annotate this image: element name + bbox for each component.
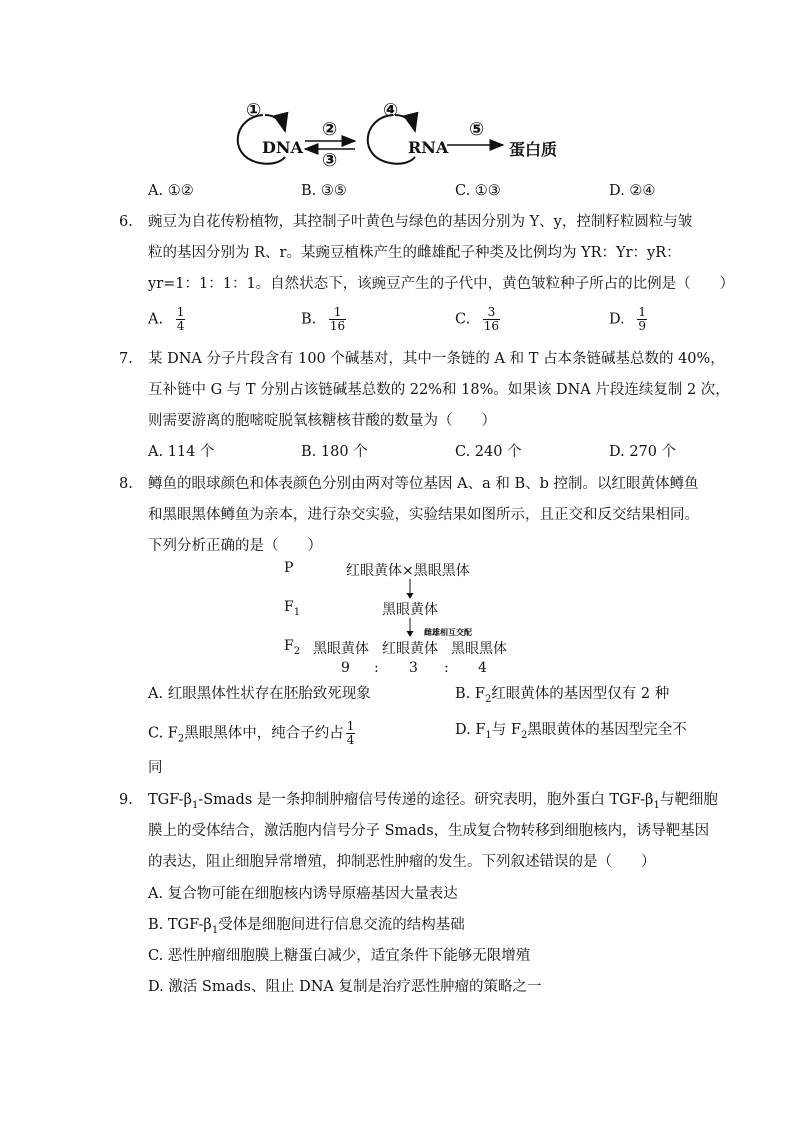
cross-colon-1: : xyxy=(374,660,379,676)
cross-ratio-c: 4 xyxy=(478,660,487,676)
q5-option-b[interactable]: B. ③⑤ xyxy=(301,183,347,199)
q5-option-c[interactable]: C. ①③ xyxy=(455,183,501,199)
cross-f1-label: $F_1$ xyxy=(284,599,301,618)
cross-f2-phenotype-c: 黑眼黑体 xyxy=(451,641,507,657)
step-2-label: ② xyxy=(322,119,338,140)
q7-option-d[interactable]: D. 270 个 xyxy=(609,444,677,460)
step-5-label: ⑤ xyxy=(469,119,485,140)
q6-option-a-fraction: $\frac{1}{4}$ xyxy=(176,305,185,333)
q6-option-d[interactable]: D. $\frac{1}{9}$ xyxy=(609,305,646,333)
q9-option-d[interactable]: D. 激活 Smads、阻止 DNA 复制是治疗恶性肿瘤的策略之一 xyxy=(148,979,542,995)
q7-line-1: 某 DNA 分子片段含有 100 个碱基对，其中一条链的 A 和 T 占本条链碱基总数的 40%， xyxy=(148,351,725,367)
q9-option-c[interactable]: C. 恶性肿瘤细胞膜上糖蛋白减少，适宜条件下能够无限增殖 xyxy=(148,948,531,964)
q7-number: 7. xyxy=(119,351,133,367)
q8-option-a[interactable]: A. 红眼黑体性状存在胚胎致死现象 xyxy=(148,686,371,702)
step-3-label: ③ xyxy=(322,150,338,171)
q7-line-2: 互补链中 G 与 T 分别占该链碱基总数的 22%和 18%。如果该 DNA 片段连续复制 2 次， xyxy=(148,382,730,398)
q7-option-b[interactable]: B. 180 个 xyxy=(301,444,368,460)
cross-f2-phenotype-b: 红眼黄体 xyxy=(382,641,438,657)
dna-loop-arrow xyxy=(265,115,285,131)
q6-option-b-fraction: $\frac{1}{16}$ xyxy=(329,305,346,333)
rna-label: RNA xyxy=(408,138,449,157)
q8-option-d-continued: 同 xyxy=(148,760,163,776)
q8-option-d[interactable]: D. $F_1$与 $F_2$黑眼黄体的基因型完全不 xyxy=(455,722,687,741)
q6-option-b[interactable]: B. $\frac{1}{16}$ xyxy=(301,305,346,333)
q9-option-a[interactable]: A. 复合物可能在细胞核内诱导原癌基因大量表达 xyxy=(148,886,458,902)
q5-option-d[interactable]: D. ②④ xyxy=(609,183,656,199)
cross-f2-label: $F_2$ xyxy=(284,638,301,657)
q5-option-a[interactable]: A. ①② xyxy=(148,183,194,199)
q7-option-a[interactable]: A. 114 个 xyxy=(148,444,215,460)
cross-f2-phenotype-a: 黑眼黄体 xyxy=(313,641,369,657)
q8-option-c[interactable]: C. $F_2$黑眼黑体中，纯合子约占 $\frac{1}{4}$ xyxy=(148,719,355,747)
q6-line-2: 粒的基因分别为 R、r。某豌豆植株产生的雌雄配子种类及比例均为 YR：Yr：yR： xyxy=(148,245,681,261)
q6-number: 6. xyxy=(119,214,133,230)
q9-option-b[interactable]: B. TGF-$\beta_1$受体是细胞间进行信息交流的结构基础 xyxy=(148,917,465,936)
cross-p-label: P xyxy=(284,560,294,576)
step-1-label: ① xyxy=(246,100,262,121)
q7-option-c[interactable]: C. 240 个 xyxy=(455,444,522,460)
cross-colon-2: : xyxy=(444,660,449,676)
q8-option-b[interactable]: B. $F_2$红眼黄体的基因型仅有 2 种 xyxy=(455,686,670,705)
cross-ratio-b: 3 xyxy=(409,660,418,676)
q6-option-a[interactable]: A. $\frac{1}{4}$ xyxy=(148,305,185,333)
q8-number: 8. xyxy=(119,476,133,492)
cross-arrow-note: 雌雄相互交配 xyxy=(424,628,472,637)
cross-arrows xyxy=(405,578,415,640)
q8-option-c-fraction: $\frac{1}{4}$ xyxy=(346,719,355,747)
q6-line-3: yr=1：1：1：1。自然状态下，该豌豆产生的子代中，黄色皱粒种子所占的比例是（ ） xyxy=(148,276,735,292)
dna-label: DNA xyxy=(262,138,303,157)
q7-line-3: 则需要游离的胞嘧啶脱氧核糖核苷酸的数量为（ ） xyxy=(148,413,496,429)
q6-option-c[interactable]: C. $\frac{3}{16}$ xyxy=(455,305,500,333)
q6-option-d-fraction: $\frac{1}{9}$ xyxy=(638,305,646,333)
q9-line-3: 的表达，阻止细胞异常增殖，抑制恶性肿瘤的发生。下列叙述错误的是（ ） xyxy=(148,854,656,870)
cross-p-text: 红眼黄体×黑眼黑体 xyxy=(346,563,470,579)
q8-line-2: 和黑眼黑体鳟鱼为亲本，进行杂交实验，实验结果如图所示，且正交和反交结果相同。 xyxy=(148,507,699,523)
central-dogma-diagram xyxy=(225,95,585,175)
q9-line-1: TGF-$\beta_1$-Smads 是一条抑制肿瘤信号传递的途径。研究表明，胞外蛋白 TGF-$\beta_1$与靶细胞 xyxy=(148,792,718,811)
step-4-label: ④ xyxy=(383,100,399,121)
q6-line-1: 豌豆为自花传粉植物，其控制子叶黄色与绿色的基因分别为 Y、y，控制籽粒圆粒与皱 xyxy=(148,214,693,230)
q8-line-1: 鳟鱼的眼球颜色和体表颜色分别由两对等位基因 A、a 和 B、b 控制。以红眼黄体鳟鱼 xyxy=(148,476,699,492)
q9-line-2: 膜上的受体结合，激活胞内信号分子 Smads，生成复合物转移到细胞核内，诱导靶基因 xyxy=(148,823,710,839)
q9-number: 9. xyxy=(119,792,133,808)
cross-ratio-a: 9 xyxy=(341,660,350,676)
cross-f1-text: 黑眼黄体 xyxy=(382,602,438,618)
q6-option-c-fraction: $\frac{3}{16}$ xyxy=(483,305,500,333)
q8-line-3: 下列分析正确的是（ ） xyxy=(148,538,322,554)
protein-label: 蛋白质 xyxy=(509,140,558,159)
